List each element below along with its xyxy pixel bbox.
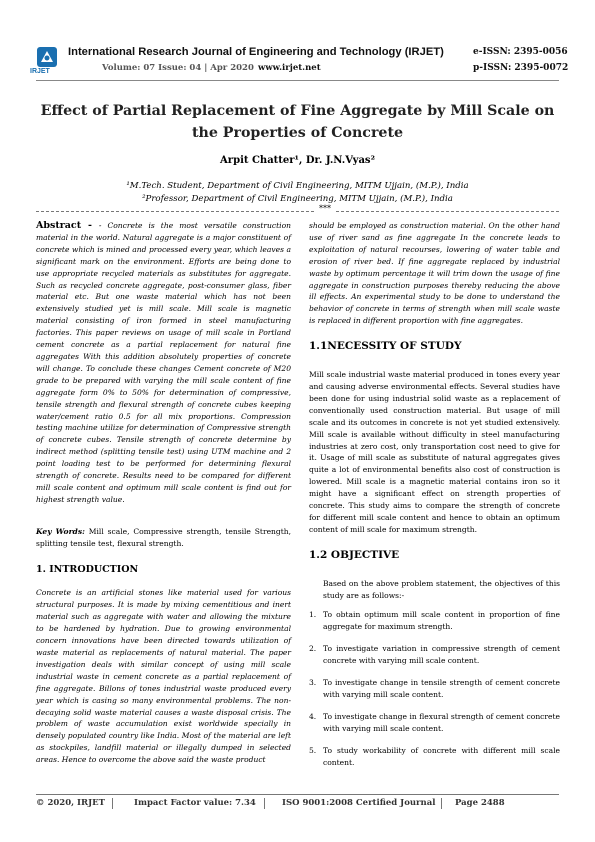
- objective-text: To obtain optimum mill scale content in proportion of fine aggregate for maximum strength.: [323, 610, 560, 632]
- journal-title: International Research Journal of Engineering and Technology (IRJET): [68, 46, 444, 58]
- list-item: [309, 677, 560, 701]
- list-item: [309, 745, 560, 769]
- necessity-heading: 1.1NECESSITY OF STUDY: [309, 340, 462, 353]
- paper-title: Effect of Partial Replacement of Fine Aggregate by Mill Scale on the Properties of Concrete: [40, 103, 555, 141]
- introduction-heading: 1. INTRODUCTION: [36, 563, 139, 575]
- affiliation-2: ²Professor, Department of Civil Engineering, MITM Ujjain, (M.P.), India: [142, 194, 453, 204]
- keywords-text: Mill scale, Compressive strength, tensile Strength, splitting tensile test, flexural strength.: [36, 526, 292, 548]
- abstract-text: - Concrete is the most versatile construction material in the world. Natural aggregate is a major constituent of concrete which is mined and processed every year, which leaves a significant mark on the environment. Efforts are being done to use appropriate recycled materials as substitutes for aggregate. Such as recycled concrete aggregate, post-consumer glass, fiber material etc. But one waste material which has not been extensively studied yet is mill scale. Mill scale is magnetic material consisting of iron formed in steel manufacturing factories. This paper reviews on usage of mill scale in Portland cement concrete as a partial replacement for natural fine aggregates With this addition absolutely properties of concrete will change. To conclude these changes Cement concrete of M20 grade to be prepared with varying the mill scale content of fine aggregate form 0% to 50% for determination of compressive, tensile strength and flexural strength of concrete cubes keeping water/cement ratio 0.5 for all mix proportions. Compression testing machine utilize for determination of Compressive strength of concrete cubes. Tensile strength of concrete determine by indirect method (splitting tensile test) using UTM machine and 2 point loading test to be performed for determining flexural strength of concrete. Results need to be compared for different mill scale content and optimum mill scale content is find out for highest strength value.: [36, 221, 291, 504]
- right-column: [309, 220, 560, 779]
- header-divider: [36, 80, 559, 81]
- separator-stars: ***: [319, 204, 331, 213]
- objective-heading: 1.2 OBJECTIVE: [309, 548, 400, 561]
- footer-separator: [441, 798, 442, 809]
- footer-separator: [264, 798, 265, 809]
- e-issn: e-ISSN: 2395-0056: [473, 47, 568, 57]
- keywords-label: Key Words:: [36, 526, 85, 536]
- objective-number: 4.: [309, 711, 317, 721]
- affiliation-1: ¹M.Tech. Student, Department of Civil Engineering, MITM Ujjain, (M.P.), India: [126, 181, 469, 191]
- objective-text: To investigate change in tensile strength of cement concrete with varying mill scale content.: [323, 678, 560, 699]
- list-item: [309, 711, 560, 735]
- section-separator: [36, 206, 559, 216]
- footer-separator: [112, 798, 113, 809]
- abstract-label: Abstract -: [36, 220, 99, 231]
- objective-text: To investigate change in flexural strength of cement concrete with varying mill scale content.: [323, 711, 560, 733]
- footer-iso: ISO 9001:2008 Certified Journal: [282, 798, 436, 808]
- objective-number: 2.: [309, 644, 317, 654]
- abstract: [36, 220, 291, 506]
- logo-text: IRJET: [30, 68, 50, 75]
- separator-line-left: [36, 211, 314, 212]
- irjet-logo-icon: [36, 46, 58, 68]
- volume-issue: Volume: 07 Issue: 04 | Apr 2020: [102, 63, 254, 73]
- necessity-text: Mill scale industrial waste material produced in tones every year and causing adverse environmental effects. Several studies have been done for using industrial solid waste as a replacement of conventionally used construction material. But usage of mill scale and its outcomes in concrete is not yet studied extensively. Mill scale is available without difficulty in steel manufacturing industries at zero cost, only transportation cost need to give for it. Usage of mill scale as substitute of natural aggregates gives quite a lot of environmental benefits also cost of construction is lowered. Mill scale is a magnetic material contains iron so it might have a significant effect on strength properties of concrete. This study aims to compare the strength of concrete for different mill scale content and hence to obtain an optimum content of mill scale for maximum strength.: [309, 370, 560, 534]
- p-issn: p-ISSN: 2395-0072: [473, 63, 569, 73]
- footer-divider: [36, 794, 559, 795]
- objective-number: 5.: [309, 745, 317, 755]
- list-item: [309, 643, 560, 667]
- left-column: [36, 220, 291, 766]
- journal-website-link[interactable]: www.irjet.net: [258, 63, 321, 73]
- objective-lead: Based on the above problem statement, the objectives of this study are as follows:-: [323, 578, 560, 600]
- keywords: [36, 526, 291, 550]
- footer-page-number: Page 2488: [455, 798, 505, 808]
- page-header: [0, 0, 595, 84]
- list-item: [309, 609, 560, 633]
- introduction-text: Concrete is an artificial stones like material used for various structural purposes. It is made by mixing cementitious and inert material such as aggregate with water and allowing the mixture to be hardened by hydration. Due to growing environmental concern innovations have been directed towards utilization of waste material as replacements of natural material. The paper investigation deals with similar concept of using mill scale industrial waste in cement concrete as a partial replacement of fine aggregate. Billons of tones industrial waste produced every year which is casing so many environmental problems. The non-decaying solid waste material causes a waste disposal crisis. The problem of waste accumulation exist worldwide specially in densely populated country like India. Most of the material are left as stockpiles, landfill material or illegally dumped in selected areas. Hence to overcome the above said the waste product: [36, 588, 291, 765]
- paper-authors: Arpit Chatter¹, Dr. J.N.Vyas²: [220, 155, 375, 166]
- objective-number: 3.: [309, 678, 317, 688]
- objectives-list: [309, 609, 560, 768]
- footer-impact-factor: Impact Factor value: 7.34: [134, 798, 256, 808]
- objective-text: To study workability of concrete with different mill scale content.: [323, 745, 560, 767]
- separator-line-right: [336, 211, 559, 212]
- objective-text: To investigate variation in compressive strength of cement concrete with varying mill scale content.: [323, 644, 560, 666]
- introduction-continuation: should be employed as construction material. On the other hand use of river sand as fine aggregate In the concrete leads to exploitation of natural recourses, lowering of water table and erosion of river bed. If fine aggregate replaced by industrial waste by optimum percentage it will trim down the usage of fine aggregate in construction purposes thereby reducing the above ill effects. An experimental study to be done to understand the behavior of concrete in terms of strength when mill scale waste is replaced in different proportion with fine aggregates.: [309, 221, 560, 326]
- footer-copyright: © 2020, IRJET: [36, 798, 105, 808]
- objective-number: 1.: [309, 610, 317, 620]
